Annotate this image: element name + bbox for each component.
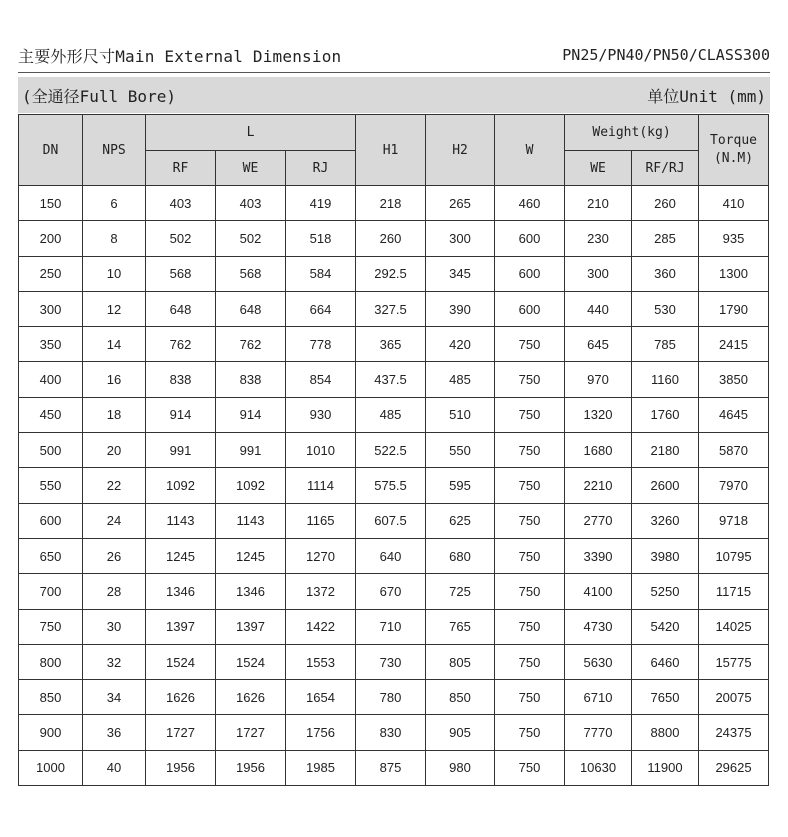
table-row (19, 538, 769, 573)
cell-nps: 36 (83, 715, 146, 750)
cell-weight-rfrj: 8800 (632, 715, 699, 750)
cell-h2: 765 (426, 609, 495, 644)
cell-l-we: 1245 (216, 538, 286, 573)
cell-nps: 26 (83, 538, 146, 573)
cell-h2: 680 (426, 538, 495, 573)
cell-h1: 730 (356, 644, 426, 679)
cell-w: 750 (495, 644, 565, 679)
table-row (19, 221, 769, 256)
cell-weight-we: 6710 (565, 680, 632, 715)
cell-h2: 805 (426, 644, 495, 679)
cell-dn: 500 (19, 433, 83, 468)
cell-l-rj: 1756 (286, 715, 356, 750)
table-row (19, 256, 769, 291)
cell-nps: 40 (83, 750, 146, 785)
cell-torque: 7970 (699, 468, 769, 503)
cell-weight-we: 645 (565, 327, 632, 362)
header-torque-line1: Torque (710, 133, 757, 148)
cell-weight-we: 2770 (565, 503, 632, 538)
cell-l-rj: 584 (286, 256, 356, 291)
cell-w: 750 (495, 468, 565, 503)
title-row (18, 38, 770, 73)
cell-weight-we: 440 (565, 291, 632, 326)
bore-type: (全通径Full Bore) (22, 86, 176, 106)
cell-torque: 4645 (699, 397, 769, 432)
cell-h2: 265 (426, 186, 495, 221)
cell-h2: 420 (426, 327, 495, 362)
cell-h1: 640 (356, 538, 426, 573)
table-row (19, 644, 769, 679)
table-row (19, 750, 769, 785)
cell-nps: 18 (83, 397, 146, 432)
cell-dn: 150 (19, 186, 83, 221)
cell-torque: 1790 (699, 291, 769, 326)
cell-l-rj: 1654 (286, 680, 356, 715)
cell-l-we: 568 (216, 256, 286, 291)
cell-weight-rfrj: 2180 (632, 433, 699, 468)
cell-dn: 300 (19, 291, 83, 326)
cell-h1: 365 (356, 327, 426, 362)
table-row (19, 609, 769, 644)
header-weight-we: WE (565, 151, 632, 186)
cell-dn: 650 (19, 538, 83, 573)
table-body (19, 186, 769, 786)
cell-torque: 29625 (699, 750, 769, 785)
header-weight: Weight(kg) (565, 115, 699, 151)
header-h2: H2 (426, 115, 495, 186)
cell-nps: 28 (83, 574, 146, 609)
cell-l-rf: 991 (146, 433, 216, 468)
cell-h2: 345 (426, 256, 495, 291)
cell-h2: 850 (426, 680, 495, 715)
cell-weight-we: 4730 (565, 609, 632, 644)
cell-dn: 800 (19, 644, 83, 679)
cell-dn: 850 (19, 680, 83, 715)
header-h1: H1 (356, 115, 426, 186)
cell-l-we: 1092 (216, 468, 286, 503)
table-row (19, 715, 769, 750)
cell-l-we: 838 (216, 362, 286, 397)
cell-h1: 710 (356, 609, 426, 644)
cell-weight-we: 2210 (565, 468, 632, 503)
cell-l-we: 648 (216, 291, 286, 326)
cell-h2: 625 (426, 503, 495, 538)
cell-nps: 12 (83, 291, 146, 326)
cell-l-rj: 1553 (286, 644, 356, 679)
cell-weight-rfrj: 260 (632, 186, 699, 221)
cell-nps: 20 (83, 433, 146, 468)
cell-w: 750 (495, 327, 565, 362)
cell-l-rf: 1626 (146, 680, 216, 715)
cell-l-rf: 1143 (146, 503, 216, 538)
cell-weight-rfrj: 11900 (632, 750, 699, 785)
cell-l-rj: 930 (286, 397, 356, 432)
cell-h1: 218 (356, 186, 426, 221)
cell-l-rf: 1524 (146, 644, 216, 679)
table-row (19, 362, 769, 397)
cell-h1: 607.5 (356, 503, 426, 538)
cell-l-rf: 403 (146, 186, 216, 221)
sub-header-bar (18, 77, 770, 113)
cell-weight-we: 5630 (565, 644, 632, 679)
cell-l-rj: 854 (286, 362, 356, 397)
cell-dn: 250 (19, 256, 83, 291)
cell-dn: 600 (19, 503, 83, 538)
cell-weight-rfrj: 3260 (632, 503, 699, 538)
table-row (19, 291, 769, 326)
cell-l-rj: 778 (286, 327, 356, 362)
cell-weight-rfrj: 1160 (632, 362, 699, 397)
cell-torque: 2415 (699, 327, 769, 362)
cell-dn: 550 (19, 468, 83, 503)
table-row (19, 680, 769, 715)
cell-l-rf: 568 (146, 256, 216, 291)
cell-l-rj: 1985 (286, 750, 356, 785)
cell-dn: 700 (19, 574, 83, 609)
cell-nps: 22 (83, 468, 146, 503)
cell-torque: 935 (699, 221, 769, 256)
cell-l-rf: 762 (146, 327, 216, 362)
table-row (19, 397, 769, 432)
header-dn: DN (19, 115, 83, 186)
cell-w: 600 (495, 256, 565, 291)
cell-weight-rfrj: 1760 (632, 397, 699, 432)
cell-w: 750 (495, 750, 565, 785)
cell-l-rf: 1727 (146, 715, 216, 750)
header-l-we: WE (216, 151, 286, 186)
cell-w: 750 (495, 680, 565, 715)
cell-w: 750 (495, 397, 565, 432)
cell-weight-we: 7770 (565, 715, 632, 750)
cell-h1: 575.5 (356, 468, 426, 503)
cell-w: 750 (495, 362, 565, 397)
cell-l-rf: 502 (146, 221, 216, 256)
unit-label: 单位Unit (mm) (647, 86, 766, 106)
cell-weight-we: 4100 (565, 574, 632, 609)
table-row (19, 574, 769, 609)
cell-weight-rfrj: 5420 (632, 609, 699, 644)
cell-l-rj: 1165 (286, 503, 356, 538)
cell-l-rf: 838 (146, 362, 216, 397)
cell-l-we: 1626 (216, 680, 286, 715)
cell-l-we: 914 (216, 397, 286, 432)
cell-weight-we: 1680 (565, 433, 632, 468)
cell-nps: 34 (83, 680, 146, 715)
cell-l-we: 762 (216, 327, 286, 362)
cell-l-we: 1956 (216, 750, 286, 785)
cell-l-rf: 1346 (146, 574, 216, 609)
cell-l-rf: 914 (146, 397, 216, 432)
cell-weight-rfrj: 3980 (632, 538, 699, 573)
cell-weight-rfrj: 2600 (632, 468, 699, 503)
cell-h1: 485 (356, 397, 426, 432)
cell-torque: 5870 (699, 433, 769, 468)
document-title: 主要外形尺寸Main External Dimension (18, 46, 342, 66)
cell-l-rj: 419 (286, 186, 356, 221)
cell-weight-rfrj: 5250 (632, 574, 699, 609)
cell-h1: 670 (356, 574, 426, 609)
cell-nps: 16 (83, 362, 146, 397)
cell-h2: 300 (426, 221, 495, 256)
header-weight-rfrj: RF/RJ (632, 151, 699, 186)
header-nps: NPS (83, 115, 146, 186)
cell-weight-we: 300 (565, 256, 632, 291)
cell-w: 600 (495, 291, 565, 326)
cell-weight-we: 3390 (565, 538, 632, 573)
cell-torque: 20075 (699, 680, 769, 715)
cell-dn: 900 (19, 715, 83, 750)
cell-torque: 14025 (699, 609, 769, 644)
cell-weight-we: 210 (565, 186, 632, 221)
cell-h2: 485 (426, 362, 495, 397)
cell-h2: 905 (426, 715, 495, 750)
header-l-rj: RJ (286, 151, 356, 186)
cell-l-rj: 1270 (286, 538, 356, 573)
cell-h2: 390 (426, 291, 495, 326)
cell-w: 750 (495, 433, 565, 468)
cell-nps: 14 (83, 327, 146, 362)
cell-h2: 725 (426, 574, 495, 609)
cell-weight-rfrj: 360 (632, 256, 699, 291)
cell-l-rf: 1956 (146, 750, 216, 785)
cell-torque: 24375 (699, 715, 769, 750)
cell-nps: 32 (83, 644, 146, 679)
cell-weight-we: 230 (565, 221, 632, 256)
cell-l-we: 991 (216, 433, 286, 468)
cell-l-rf: 1397 (146, 609, 216, 644)
cell-nps: 6 (83, 186, 146, 221)
cell-w: 460 (495, 186, 565, 221)
cell-l-rj: 1372 (286, 574, 356, 609)
cell-w: 750 (495, 715, 565, 750)
cell-nps: 10 (83, 256, 146, 291)
cell-torque: 1300 (699, 256, 769, 291)
cell-weight-rfrj: 7650 (632, 680, 699, 715)
cell-torque: 15775 (699, 644, 769, 679)
cell-l-rf: 648 (146, 291, 216, 326)
cell-weight-rfrj: 6460 (632, 644, 699, 679)
header-torque-line2: (N.M) (713, 151, 754, 166)
cell-dn: 350 (19, 327, 83, 362)
cell-l-we: 502 (216, 221, 286, 256)
cell-h1: 875 (356, 750, 426, 785)
header-w: W (495, 115, 565, 186)
header-torque (699, 115, 769, 186)
header-l: L (146, 115, 356, 151)
dimension-table (18, 114, 769, 786)
cell-h1: 327.5 (356, 291, 426, 326)
cell-w: 750 (495, 574, 565, 609)
cell-weight-rfrj: 785 (632, 327, 699, 362)
table-row (19, 327, 769, 362)
cell-h1: 780 (356, 680, 426, 715)
cell-weight-rfrj: 285 (632, 221, 699, 256)
table-header (19, 115, 769, 186)
cell-h2: 510 (426, 397, 495, 432)
cell-torque: 9718 (699, 503, 769, 538)
cell-w: 750 (495, 538, 565, 573)
cell-torque: 410 (699, 186, 769, 221)
cell-torque: 11715 (699, 574, 769, 609)
cell-dn: 1000 (19, 750, 83, 785)
cell-h2: 550 (426, 433, 495, 468)
cell-w: 600 (495, 221, 565, 256)
pressure-class: PN25/PN40/PN50/CLASS300 (562, 46, 770, 64)
cell-l-rj: 1010 (286, 433, 356, 468)
table-row (19, 503, 769, 538)
cell-l-we: 1397 (216, 609, 286, 644)
header-l-rf: RF (146, 151, 216, 186)
cell-dn: 750 (19, 609, 83, 644)
cell-l-we: 403 (216, 186, 286, 221)
cell-l-rj: 518 (286, 221, 356, 256)
cell-weight-we: 970 (565, 362, 632, 397)
cell-weight-rfrj: 530 (632, 291, 699, 326)
cell-h2: 980 (426, 750, 495, 785)
cell-l-rf: 1245 (146, 538, 216, 573)
cell-h2: 595 (426, 468, 495, 503)
cell-nps: 30 (83, 609, 146, 644)
cell-l-we: 1524 (216, 644, 286, 679)
cell-w: 750 (495, 609, 565, 644)
table-row (19, 468, 769, 503)
cell-h1: 292.5 (356, 256, 426, 291)
cell-l-rj: 1422 (286, 609, 356, 644)
cell-h1: 260 (356, 221, 426, 256)
cell-l-rj: 664 (286, 291, 356, 326)
cell-torque: 3850 (699, 362, 769, 397)
cell-weight-we: 10630 (565, 750, 632, 785)
cell-l-we: 1727 (216, 715, 286, 750)
cell-l-we: 1143 (216, 503, 286, 538)
cell-l-we: 1346 (216, 574, 286, 609)
cell-dn: 450 (19, 397, 83, 432)
cell-dn: 200 (19, 221, 83, 256)
cell-l-rj: 1114 (286, 468, 356, 503)
cell-nps: 24 (83, 503, 146, 538)
cell-torque: 10795 (699, 538, 769, 573)
cell-h1: 522.5 (356, 433, 426, 468)
cell-h1: 830 (356, 715, 426, 750)
cell-nps: 8 (83, 221, 146, 256)
cell-h1: 437.5 (356, 362, 426, 397)
cell-dn: 400 (19, 362, 83, 397)
cell-weight-we: 1320 (565, 397, 632, 432)
cell-l-rf: 1092 (146, 468, 216, 503)
table-row (19, 433, 769, 468)
cell-w: 750 (495, 503, 565, 538)
table-row (19, 186, 769, 221)
